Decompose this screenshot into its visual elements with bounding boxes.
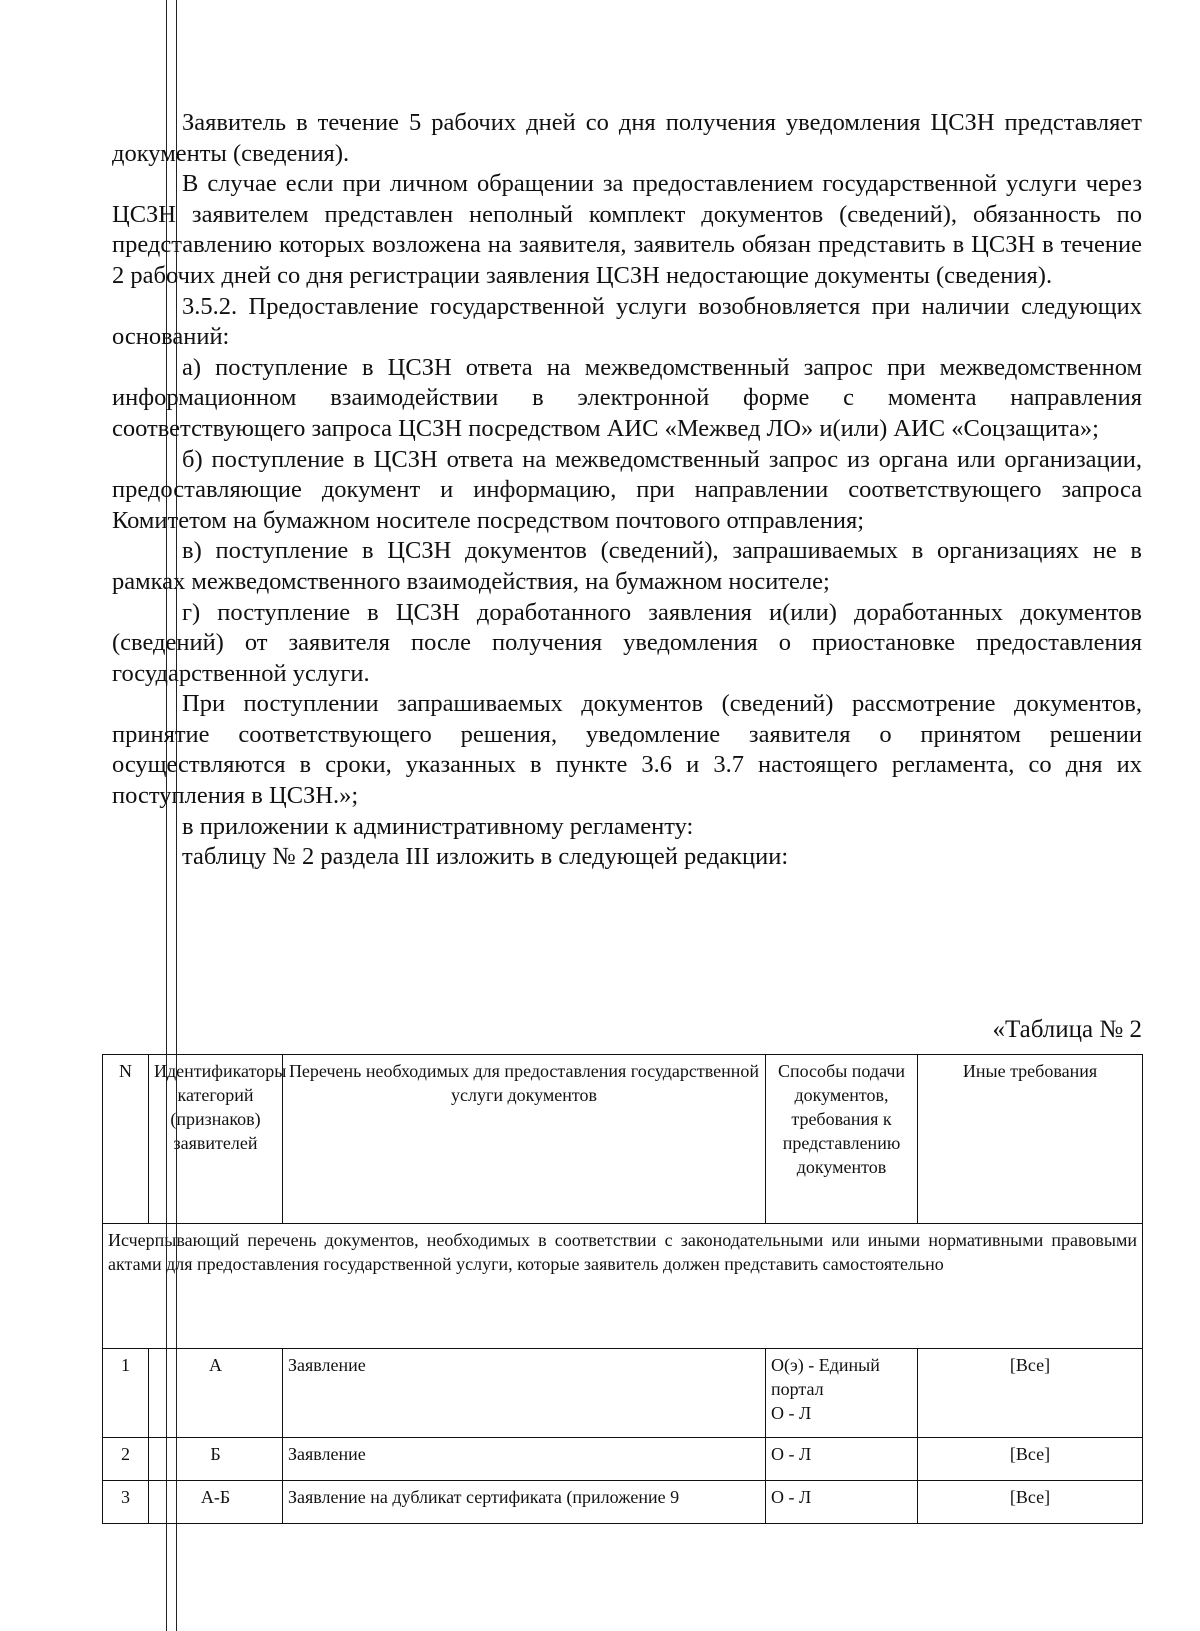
- cell-id: А: [149, 1349, 283, 1438]
- cell-other: [Все]: [918, 1438, 1143, 1481]
- cell-id: Б: [149, 1438, 283, 1481]
- paragraph: При поступлении запрашиваемых документов (сведений) рассмотрение документов, принятие соответствующего решения, уведомление заявителя о принятом решении осуществляются в сроки, указанных в пункте 3.6 и 3.7 настоящего регламента, со дня их поступления в ЦСЗН.»;: [112, 690, 1142, 810]
- table-caption: «Таблица № 2: [992, 1016, 1142, 1043]
- paragraph: г) поступление в ЦСЗН доработанного заявления и(или) доработанных документов (сведений) от заявителя после получения уведомления о приостановке предоставления государственной услуги.: [112, 598, 1142, 687]
- cell-n: 2: [103, 1438, 149, 1481]
- cell-other: [Все]: [918, 1481, 1143, 1524]
- requirements-table: [102, 1054, 1143, 1524]
- cell-doc: Заявление: [283, 1349, 766, 1438]
- paragraph: в) поступление в ЦСЗН документов (сведений), запрашиваемых в организациях не в рамках межведомственного взаимодействия, на бумажном носителе;: [112, 537, 1142, 595]
- cell-doc: Заявление на дубликат сертификата (приложение 9: [283, 1481, 766, 1524]
- header-identifiers: Идентификаторы категорий (признаков) заявителей: [149, 1055, 283, 1224]
- cell-method: О - Л: [766, 1481, 918, 1524]
- document-body: [112, 108, 1142, 873]
- header-n: N: [103, 1055, 149, 1224]
- paragraph: а) поступление в ЦСЗН ответа на межведомственный запрос при межведомственном информационном взаимодействии в электронной форме с момента направления соответствующего запроса ЦСЗН посредством АИС «Межвед ЛО» и(или) АИС «Соцзащита»;: [112, 353, 1142, 442]
- cell-method: О(э) - Единый портал О - Л: [766, 1349, 918, 1438]
- paragraph: 3.5.2. Предоставление государственной услуги возобновляется при наличии следующих оснований:: [112, 292, 1142, 351]
- section-text: Исчерпывающий перечень документов, необходимых в соответствии с законодательными или иными нормативными правовыми актами для предоставления государственной услуги, которые заявитель должен представить самостоятельно: [103, 1224, 1143, 1349]
- table-header-row: [103, 1055, 1143, 1224]
- cell-doc: Заявление: [283, 1438, 766, 1481]
- header-other: Иные требования: [918, 1055, 1143, 1224]
- table-row: [103, 1349, 1143, 1438]
- table-row: [103, 1481, 1143, 1524]
- table-row: [103, 1438, 1143, 1481]
- cell-n: 3: [103, 1481, 149, 1524]
- paragraph: б) поступление в ЦСЗН ответа на межведомственный запрос из органа или организации, предоставляющие документ и информацию, при направлении соответствующего запроса Комитетом на бумажном носителе посредством почтового отправления;: [112, 445, 1142, 534]
- header-documents: Перечень необходимых для предоставления государственной услуги документов: [283, 1055, 766, 1224]
- paragraph: Заявитель в течение 5 рабочих дней со дня получения уведомления ЦСЗН представляет документы (сведения).: [112, 109, 1142, 167]
- paragraph: В случае если при личном обращении за предоставлением государственной услуги через ЦСЗН заявителем представлен неполный комплект документов (сведений), обязанность по представлению которых возложена на заявителя, заявитель обязан представить в ЦСЗН в течение 2 рабочих дней со дня регистрации заявления ЦСЗН недостающие документы (сведения).: [112, 170, 1142, 289]
- cell-n: 1: [103, 1349, 149, 1438]
- cell-id: А-Б: [149, 1481, 283, 1524]
- paragraph: в приложении к административному регламенту:: [182, 812, 694, 840]
- paragraph: таблицу № 2 раздела III изложить в следующей редакции:: [182, 843, 789, 871]
- section-row: [103, 1224, 1143, 1349]
- cell-method: О - Л: [766, 1438, 918, 1481]
- cell-other: [Все]: [918, 1349, 1143, 1438]
- header-methods: Способы подачи документов, требования к представлению документов: [766, 1055, 918, 1224]
